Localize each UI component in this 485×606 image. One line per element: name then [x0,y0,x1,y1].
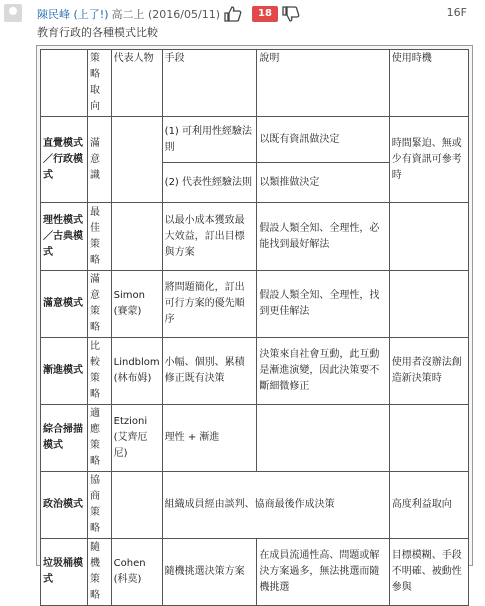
post-meta-line [37,6,300,22]
row-strategy: 滿意策略 [87,271,111,338]
row-when: 高度利益取向 [389,472,468,539]
row-explain: 在成員流通性高、問題或解決方案過多，無法挑選而隨機挑選 [257,539,389,606]
row-means: (2) 代表性經驗法則 [162,163,257,203]
row-means: (1) 可利用性經驗法則 [162,117,257,163]
row-means: 以最小成本獲致最大效益，訂出目標與方案 [162,203,257,271]
like-count-badge: 18 [252,6,278,22]
row-category: 垃圾桶模式 [41,539,88,606]
row-means: 組織成員經由談判、協商最後作成決策 [162,472,389,539]
row-person [111,117,162,203]
row-strategy: 滿意識 [87,117,111,203]
row-strategy: 適應策略 [87,405,111,472]
row-means: 小幅、個別、累積修正既有決策 [162,338,257,405]
header-cell: 說明 [257,50,389,117]
table-row [41,271,469,338]
post-title: 教育行政的各種模式比較 [37,26,158,39]
thumbs-up-icon[interactable] [224,6,242,22]
row-category: 理性模式／古典模式 [41,203,88,271]
row-explain: 以類推做決定 [257,163,389,203]
row-when [389,405,468,472]
floor-number: 16F [446,6,467,19]
row-category: 直覺模式／行政模式 [41,117,88,203]
row-category: 漸進模式 [41,338,88,405]
row-person: Etzioni (艾齊厄尼) [111,405,162,472]
table-row [41,405,469,472]
table-row [41,338,469,405]
header-cell: 使用時機 [389,50,468,117]
row-person [111,203,162,271]
row-category: 滿意模式 [41,271,88,338]
row-means: 理性 + 漸進 [162,405,257,472]
row-category: 政治模式 [41,472,88,539]
user-avatar[interactable] [4,4,22,22]
row-means: 將問題簡化，訂出可行方案的優先順序 [162,271,257,338]
header-cell: 手段 [162,50,257,117]
row-strategy: 比較策略 [87,338,111,405]
row-explain: 假設人類全知、全理性，必能找到最好解法 [257,203,389,271]
row-strategy: 最佳策略 [87,203,111,271]
row-person: Cohen (科莫) [111,539,162,606]
row-person: Lindblom (林布姆) [111,338,162,405]
thumbs-down-icon[interactable] [282,6,300,22]
header-cell: 策略取向 [87,50,111,117]
header-cell [41,50,88,117]
row-when: 使用者沒辦法創造新決策時 [389,338,468,405]
row-person [111,472,162,539]
row-strategy: 協商策略 [87,472,111,539]
row-strategy: 隨機策略 [87,539,111,606]
row-explain: 以既有資訊做決定 [257,117,389,163]
row-when [389,271,468,338]
table-header-row [41,50,469,117]
row-explain: 決策來自社會互動，此互動是漸進演變，因此決策要不斷細微修正 [257,338,389,405]
row-explain: 假設人類全知、全理性，找到更佳解法 [257,271,389,338]
table-row [41,203,469,271]
row-explain [257,405,389,472]
table-row [41,472,469,539]
comparison-table-image [36,45,473,601]
post-header [0,0,485,26]
header-cell: 代表人物 [111,50,162,117]
row-person: Simon (賽蒙) [111,271,162,338]
comparison-table [40,49,469,606]
author-name[interactable]: 陳民峰 (上了!) [37,8,109,21]
row-when: 時間緊迫、無或少有資訊可參考時 [389,117,468,203]
row-category: 綜合掃描模式 [41,405,88,472]
table-row [41,117,469,163]
row-when: 目標模糊、手段不明確、被動性參與 [389,539,468,606]
post-date: 高二上 (2016/05/11) [111,8,220,21]
table-row [41,539,469,606]
row-means: 隨機挑選決策方案 [162,539,257,606]
row-when [389,203,468,271]
